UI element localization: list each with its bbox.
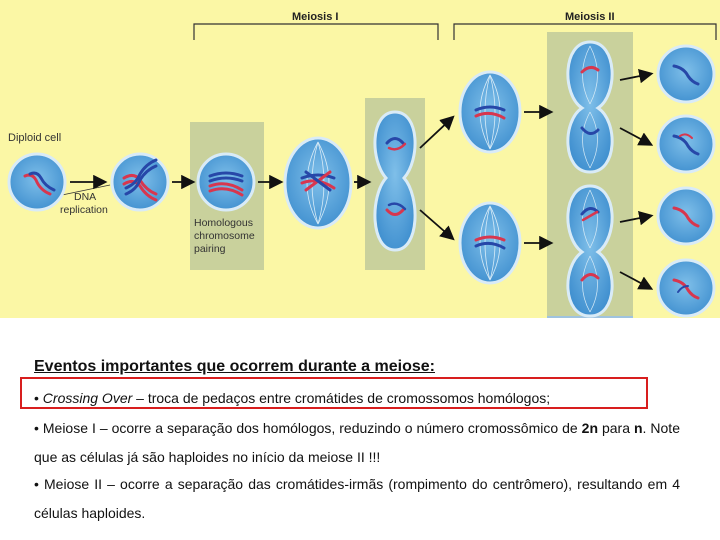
crossing-over-description: – troca de pedaços entre cromátides de cromossomos homólogos; (132, 390, 551, 406)
daughter-cell-4 (658, 260, 714, 316)
diploid-cell-label: Diploid cell (8, 132, 62, 144)
metaphase2-cell-top (460, 72, 520, 152)
ploidy-2n: 2n (581, 420, 599, 436)
meiosis1-label: Meiosis I (292, 11, 339, 23)
daughter-cell-3 (658, 188, 714, 244)
diploid-cell (9, 154, 65, 210)
meiosis2-paragraph: • Meiose II – ocorre a separação das cromátides-irmãs (rompimento do centrômero), resultando em 4 células haploides. (34, 476, 680, 521)
daughter-cell-1 (658, 46, 714, 102)
daughter-cell-2 (658, 116, 714, 172)
metaphase2-cell-bottom (460, 203, 520, 283)
crossing-over-term: Crossing Over (42, 390, 133, 406)
meiosis1-paragraph (34, 414, 680, 472)
meiosis1-text-b: para (598, 420, 634, 436)
homologous-label-3: pairing (194, 243, 226, 255)
pairing-cell (198, 154, 254, 210)
meiosis1-text-a: • Meiose I – ocorre a separação dos homólogos, reduzindo o número cromossômico de (34, 420, 582, 436)
replication-label: replication (60, 204, 108, 216)
ploidy-n: n (633, 420, 643, 436)
crossing-over-paragraph (34, 384, 680, 413)
replicated-cell (112, 154, 168, 210)
bullet: • (34, 390, 43, 406)
meiosis1-text-c: . Note que as células já são haploides no início da meiose II !!! (34, 420, 680, 465)
dna-label: DNA (74, 191, 97, 203)
section-heading: Eventos importantes que ocorrem durante a meiose: (34, 358, 435, 375)
homologous-label-2: chromosome (194, 230, 255, 242)
meiosis2-label: Meiosis II (565, 11, 615, 23)
metaphase1-cell (285, 138, 351, 228)
homologous-label-1: Homologous (194, 217, 253, 229)
